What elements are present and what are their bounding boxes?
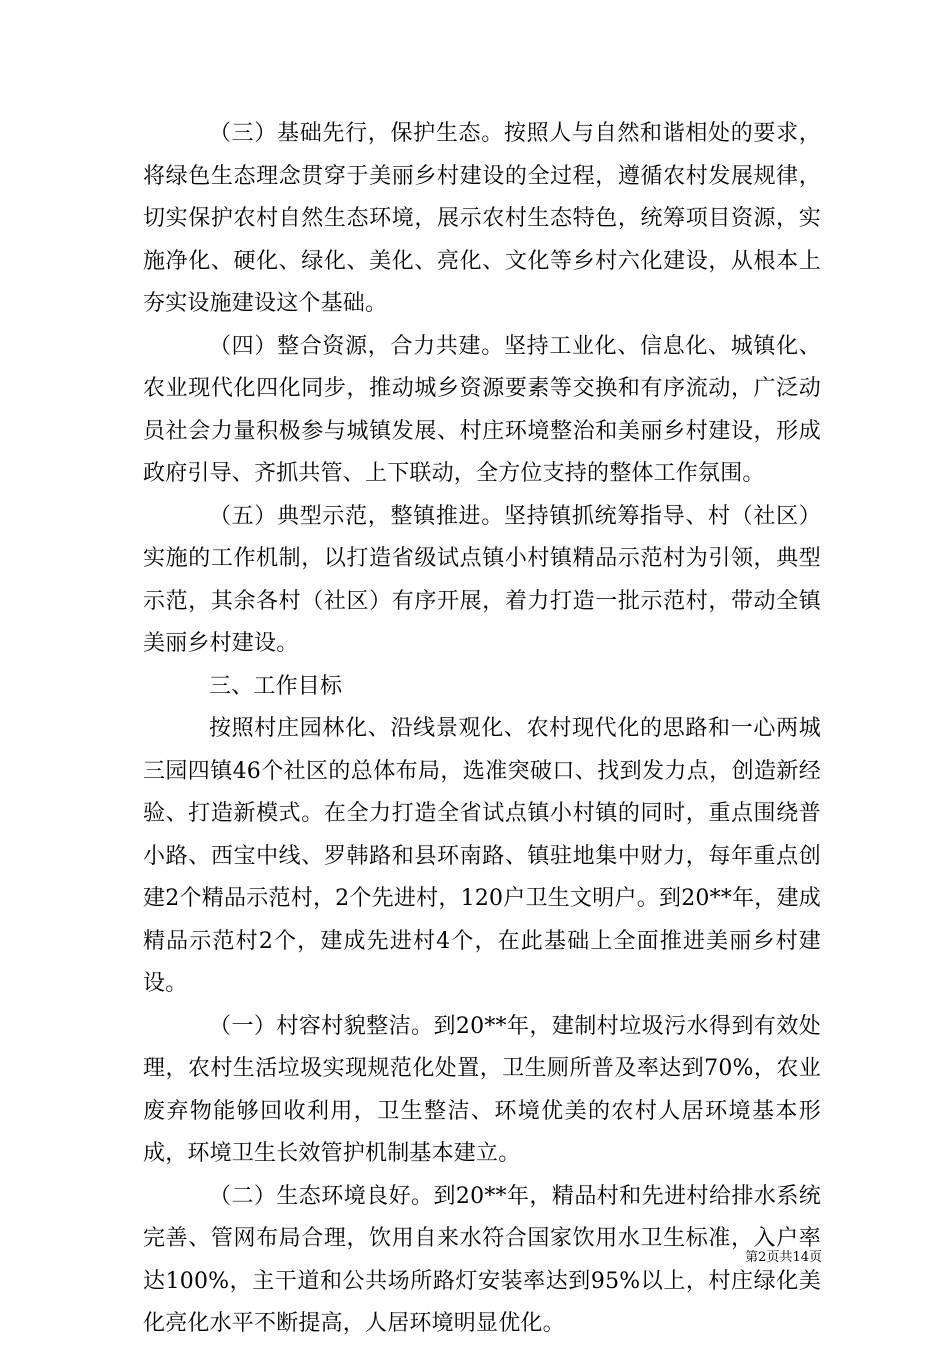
paragraph-work-goals: 按照村庄园林化、沿线景观化、农村现代化的思路和一心两城三园四镇46个社区的总体布局，选准突破口、找到发力点，创造新经验、打造新模式。在全力打造全省试点镇小村镇的同时，重点围绕普小路、西宝中线、罗韩路和县环南路、镇驻地集中财力，每年重点创建2个精品示范村，2个先进村，120户卫生文明户。到20**年，建成精品示范村2个，建成先进村4个，在此基础上全面推进美丽乡村建设。	[143, 716, 821, 996]
paragraph-section-3: （三）基础先行，保护生态。按照人与自然和谐相处的要求，将绿色生态理念贯穿于美丽乡村建设的全过程，遵循农村发展规律，切实保护农村自然生态环境，展示农村生态特色，统筹项目资源，实施净化、硬化、绿化、美化、亮化、文化等乡村六化建设，从根本上夯实设施建设这个基础。	[143, 121, 821, 316]
paragraph-section-5: （五）典型示范，整镇推进。坚持镇抓统筹指导、村（社区）实施的工作机制，以打造省级试点镇小村镇精品示范村为引领，典型示范，其余各村（社区）有序开展，着力打造一批示范村，带动全镇美丽乡村建设。	[143, 503, 821, 656]
page-number: 第2页共14页	[745, 1250, 822, 1265]
paragraph-goal-1: （一）村容村貌整洁。到20**年，建制村垃圾污水得到有效处理，农村生活垃圾实现规范化处置，卫生厕所普及率达到70%，农业废弃物能够回收利用，卫生整洁、环境优美的农村人居环境基本形成，环境卫生长效管护机制基本建立。	[143, 1013, 821, 1166]
paragraph-goal-2: （二）生态环境良好。到20**年，精品村和先进村给排水系统完善、管网布局合理，饮用自来水符合国家饮用水卫生标准，入户率达100%，主干道和公共场所路灯安装率达到95%以上，村庄绿化美化亮化水平不断提高，人居环境明显优化。	[143, 1183, 821, 1336]
heading-work-goals: 三、工作目标	[209, 673, 343, 699]
paragraph-section-4: （四）整合资源，合力共建。坚持工业化、信息化、城镇化、农业现代化四化同步，推动城乡资源要素等交换和有序流动，广泛动员社会力量积极参与城镇发展、村庄环境整治和美丽乡村建设，形成政府引导、齐抓共管、上下联动，全方位支持的整体工作氛围。	[143, 333, 821, 486]
document-body	[143, 113, 821, 1346]
